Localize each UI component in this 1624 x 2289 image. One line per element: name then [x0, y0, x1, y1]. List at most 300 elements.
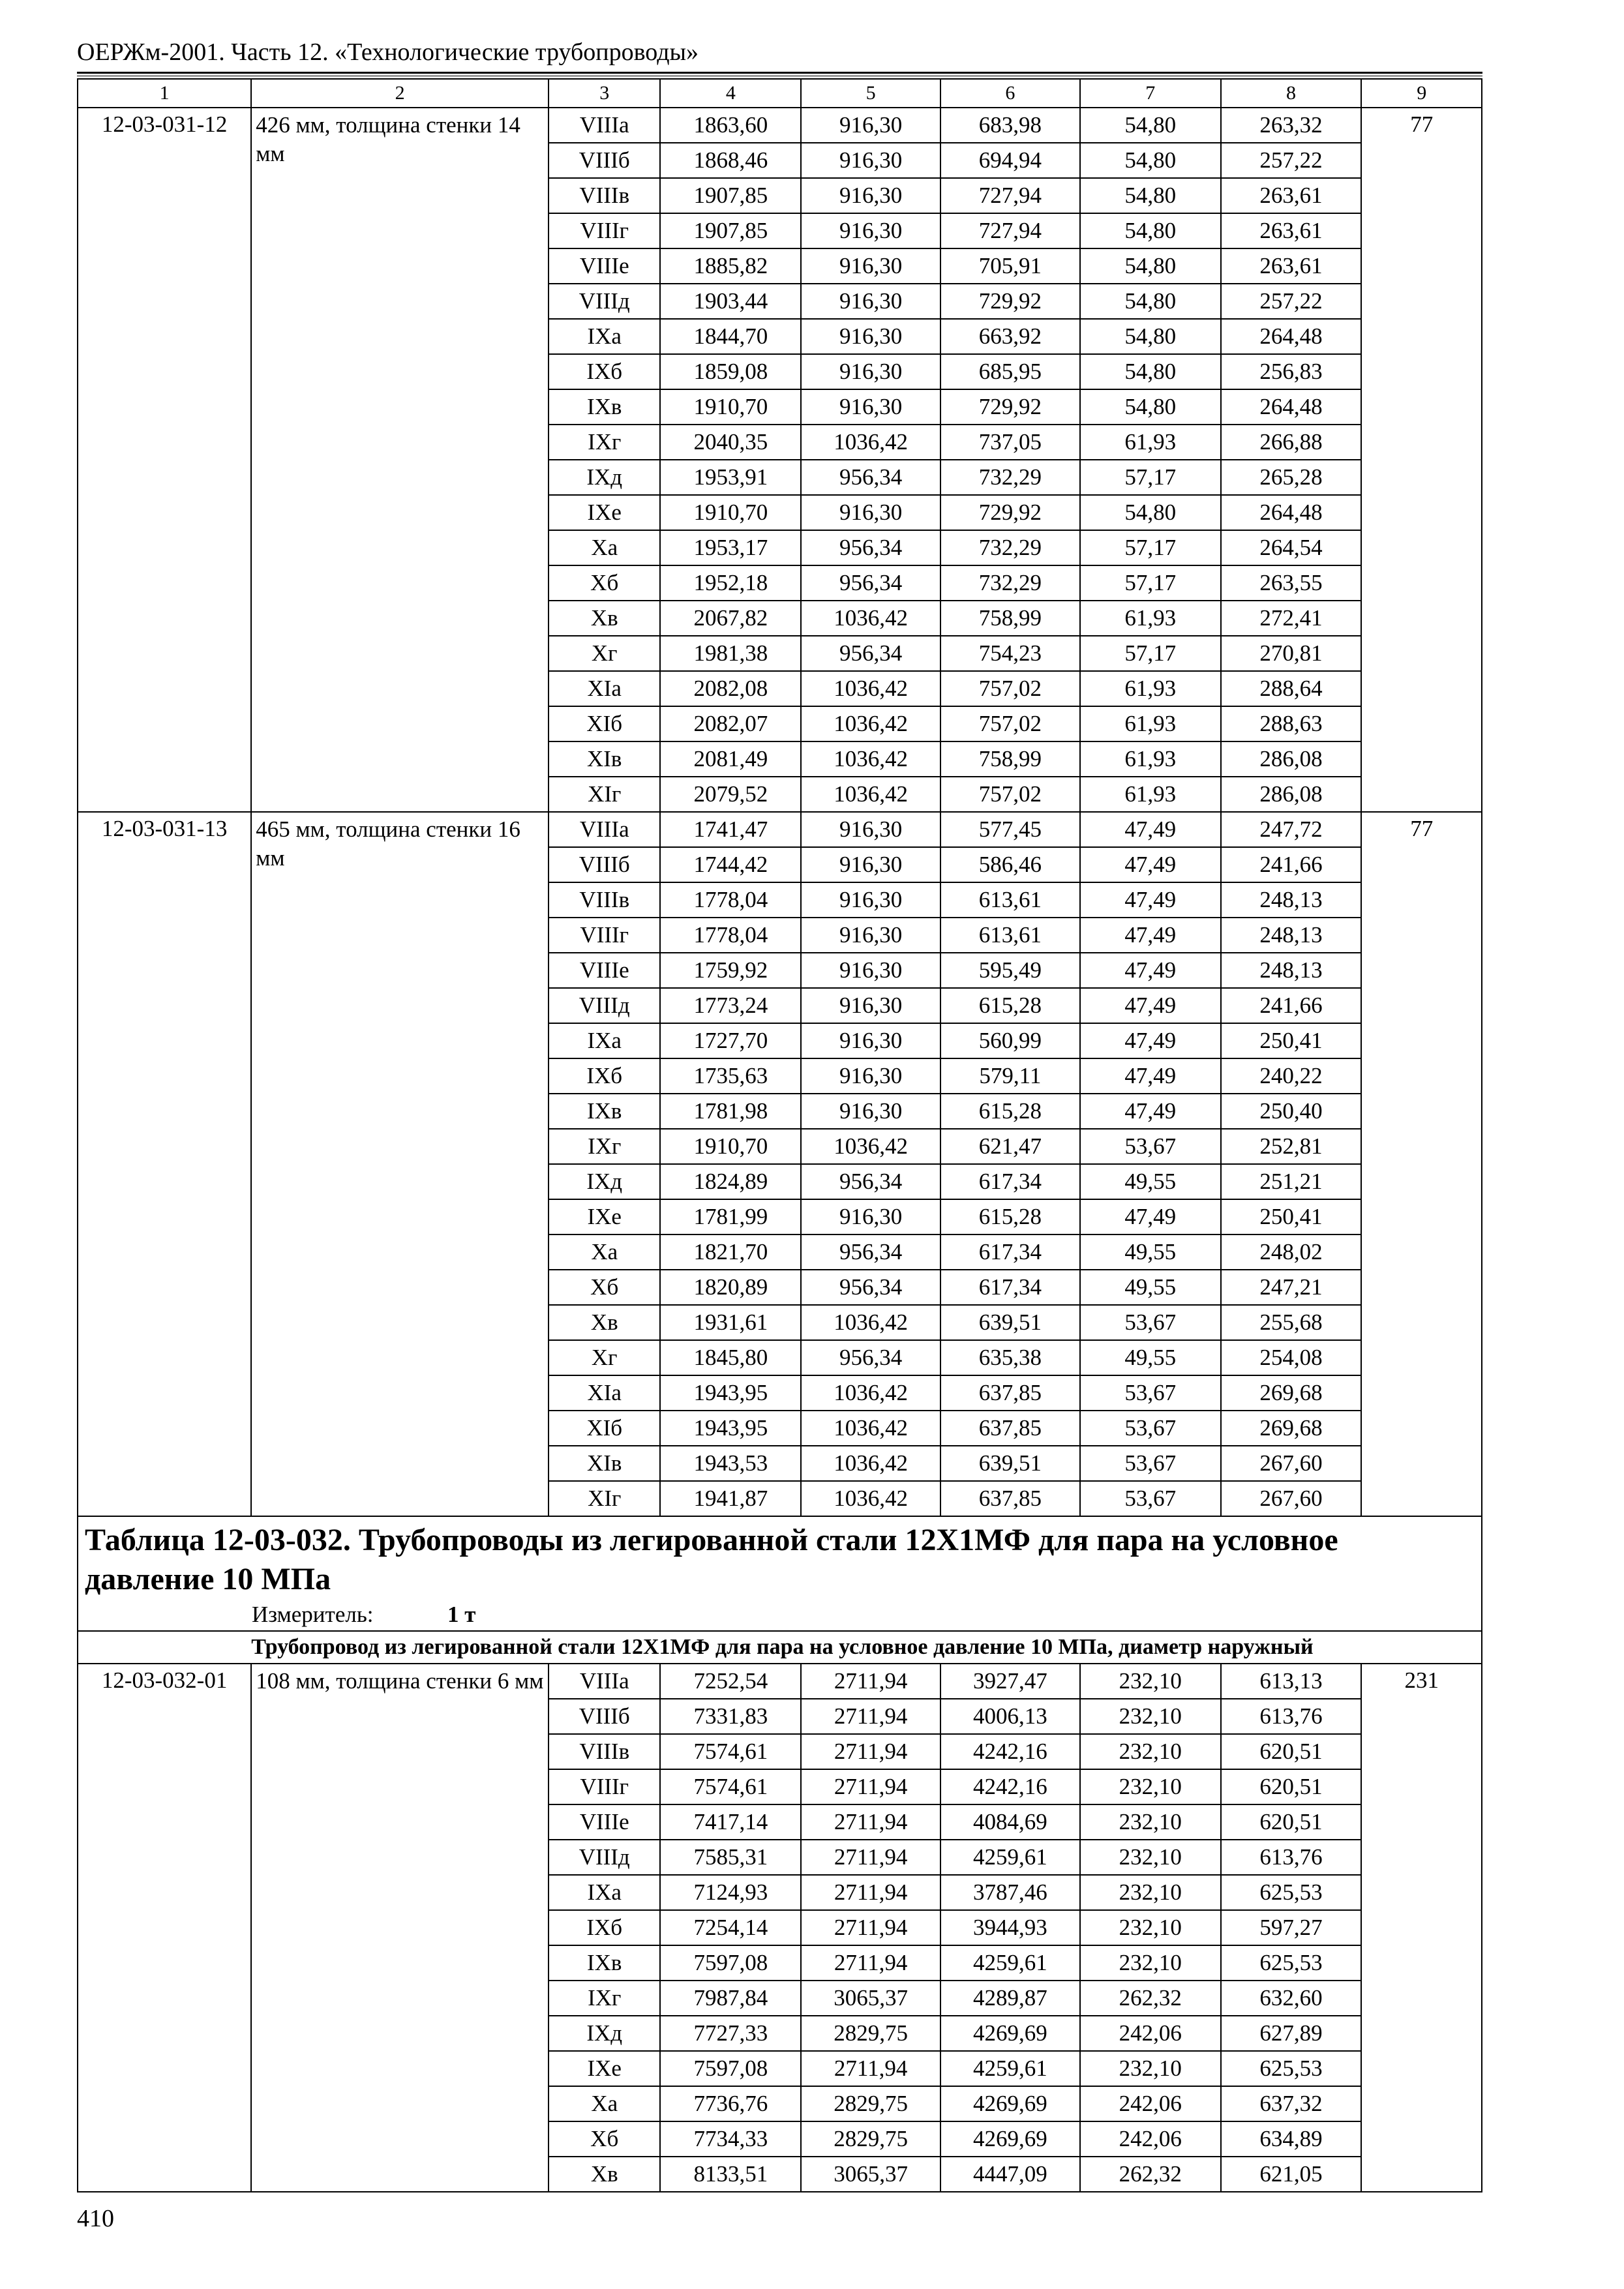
labor-cost: 916,30 [801, 143, 940, 178]
materials-cost: 625,53 [1221, 1875, 1362, 1910]
labor-cost: 956,34 [801, 530, 940, 565]
table-row [78, 812, 1482, 847]
materials-cost: 597,27 [1221, 1910, 1362, 1945]
machine-cost: 694,94 [940, 143, 1080, 178]
total-cost: 1953,91 [660, 460, 801, 495]
materials-cost: 625,53 [1221, 1945, 1362, 1981]
labor-cost: 1036,42 [801, 741, 940, 777]
machine-cost: 4006,13 [940, 1699, 1080, 1734]
region-zone: ХIг [549, 1481, 660, 1516]
machine-cost: 615,28 [940, 1199, 1080, 1234]
labor-cost: 956,34 [801, 565, 940, 601]
labor-cost: 916,30 [801, 284, 940, 319]
region-zone: VIIIа [549, 108, 660, 143]
total-cost: 1903,44 [660, 284, 801, 319]
total-cost: 7987,84 [660, 1981, 801, 2016]
machine-cost: 635,38 [940, 1340, 1080, 1375]
operator-wage: 53,67 [1080, 1305, 1221, 1340]
region-zone: VIIIв [549, 882, 660, 918]
total-cost: 7331,83 [660, 1699, 801, 1734]
region-zone: VIIIв [549, 178, 660, 213]
labor-norm: 231 [1361, 1664, 1482, 2192]
total-cost: 1863,60 [660, 108, 801, 143]
total-cost: 2082,08 [660, 671, 801, 706]
materials-cost: 613,76 [1221, 1699, 1362, 1734]
rate-code: 12-03-031-12 [78, 108, 251, 812]
labor-cost: 2711,94 [801, 1840, 940, 1875]
machine-cost: 705,91 [940, 248, 1080, 284]
labor-cost: 916,30 [801, 812, 940, 847]
column-number: 4 [660, 79, 801, 108]
column-number: 5 [801, 79, 940, 108]
table-row [78, 1664, 1482, 1699]
region-zone: IХе [549, 2051, 660, 2086]
operator-wage: 49,55 [1080, 1270, 1221, 1305]
operator-wage: 47,49 [1080, 847, 1221, 882]
materials-cost: 613,76 [1221, 1840, 1362, 1875]
machine-cost: 4242,16 [940, 1734, 1080, 1769]
rate-code: 12-03-031-13 [78, 812, 251, 1516]
table-row [78, 108, 1482, 143]
region-zone: IХг [549, 1129, 660, 1164]
materials-cost: 248,13 [1221, 882, 1362, 918]
total-cost: 7597,08 [660, 1945, 801, 1981]
machine-cost: 758,99 [940, 601, 1080, 636]
total-cost: 2067,82 [660, 601, 801, 636]
operator-wage: 262,32 [1080, 2157, 1221, 2192]
machine-cost: 729,92 [940, 495, 1080, 530]
total-cost: 2082,07 [660, 706, 801, 741]
machine-cost: 613,61 [940, 918, 1080, 953]
machine-cost: 757,02 [940, 671, 1080, 706]
materials-cost: 263,61 [1221, 213, 1362, 248]
machine-cost: 4269,69 [940, 2121, 1080, 2157]
region-zone: IХв [549, 389, 660, 425]
materials-cost: 286,08 [1221, 777, 1362, 812]
machine-cost: 615,28 [940, 1094, 1080, 1129]
materials-cost: 269,68 [1221, 1375, 1362, 1411]
operator-wage: 242,06 [1080, 2086, 1221, 2121]
region-zone: IХб [549, 354, 660, 389]
total-cost: 2079,52 [660, 777, 801, 812]
region-zone: IХг [549, 1981, 660, 2016]
labor-cost: 2829,75 [801, 2086, 940, 2121]
region-zone: VIIIд [549, 988, 660, 1023]
materials-cost: 620,51 [1221, 1804, 1362, 1840]
labor-cost: 916,30 [801, 988, 940, 1023]
machine-cost: 757,02 [940, 777, 1080, 812]
header-rule [77, 72, 1482, 74]
labor-norm: 77 [1361, 108, 1482, 812]
labor-cost: 956,34 [801, 1340, 940, 1375]
region-zone: VIIIг [549, 1769, 660, 1804]
region-zone: VIIIе [549, 1804, 660, 1840]
machine-cost: 613,61 [940, 882, 1080, 918]
table-title: Таблица 12-03-032. Трубопроводы из легированной стали 12Х1МФ для пара на условное давление 10 МПа [78, 1516, 1482, 1599]
operator-wage: 47,49 [1080, 1199, 1221, 1234]
machine-cost: 586,46 [940, 847, 1080, 882]
machine-cost: 727,94 [940, 178, 1080, 213]
region-zone: IХе [549, 495, 660, 530]
materials-cost: 265,28 [1221, 460, 1362, 495]
total-cost: 1781,98 [660, 1094, 801, 1129]
labor-cost: 2711,94 [801, 1804, 940, 1840]
machine-cost: 732,29 [940, 565, 1080, 601]
machine-cost: 615,28 [940, 988, 1080, 1023]
labor-cost: 3065,37 [801, 1981, 940, 2016]
region-zone: ХIа [549, 1375, 660, 1411]
labor-cost: 2829,75 [801, 2016, 940, 2051]
operator-wage: 54,80 [1080, 284, 1221, 319]
machine-cost: 3787,46 [940, 1875, 1080, 1910]
materials-cost: 263,61 [1221, 178, 1362, 213]
region-zone: IХе [549, 1199, 660, 1234]
operator-wage: 232,10 [1080, 1699, 1221, 1734]
region-zone: VIIIе [549, 953, 660, 988]
subheading-spacer [78, 1631, 251, 1664]
total-cost: 1778,04 [660, 918, 801, 953]
machine-cost: 4242,16 [940, 1769, 1080, 1804]
labor-cost: 2829,75 [801, 2121, 940, 2157]
materials-cost: 266,88 [1221, 425, 1362, 460]
operator-wage: 54,80 [1080, 143, 1221, 178]
operator-wage: 61,93 [1080, 425, 1221, 460]
region-zone: IХа [549, 1875, 660, 1910]
materials-cost: 288,63 [1221, 706, 1362, 741]
region-zone: Хб [549, 2121, 660, 2157]
machine-cost: 639,51 [940, 1305, 1080, 1340]
column-number: 1 [78, 79, 251, 108]
labor-cost: 916,30 [801, 389, 940, 425]
total-cost: 1952,18 [660, 565, 801, 601]
total-cost: 1941,87 [660, 1481, 801, 1516]
machine-cost: 617,34 [940, 1164, 1080, 1199]
machine-cost: 4447,09 [940, 2157, 1080, 2192]
operator-wage: 232,10 [1080, 1664, 1221, 1699]
operator-wage: 47,49 [1080, 1023, 1221, 1058]
region-zone: VIIIе [549, 248, 660, 284]
total-cost: 2081,49 [660, 741, 801, 777]
operator-wage: 232,10 [1080, 1945, 1221, 1981]
operator-wage: 57,17 [1080, 636, 1221, 671]
total-cost: 1981,38 [660, 636, 801, 671]
materials-cost: 250,40 [1221, 1094, 1362, 1129]
operator-wage: 232,10 [1080, 1840, 1221, 1875]
region-zone: Хг [549, 1340, 660, 1375]
machine-cost: 663,92 [940, 319, 1080, 354]
unit-value: 1 т [447, 1602, 476, 1627]
region-zone: Ха [549, 1234, 660, 1270]
operator-wage: 61,93 [1080, 601, 1221, 636]
labor-cost: 916,30 [801, 319, 940, 354]
region-zone: Ха [549, 530, 660, 565]
total-cost: 8133,51 [660, 2157, 801, 2192]
labor-cost: 956,34 [801, 1164, 940, 1199]
machine-cost: 4259,61 [940, 2051, 1080, 2086]
labor-cost: 2711,94 [801, 1664, 940, 1699]
machine-cost: 4269,69 [940, 2086, 1080, 2121]
total-cost: 1759,92 [660, 953, 801, 988]
total-cost: 1907,85 [660, 213, 801, 248]
operator-wage: 54,80 [1080, 248, 1221, 284]
labor-cost: 956,34 [801, 460, 940, 495]
materials-cost: 272,41 [1221, 601, 1362, 636]
materials-cost: 637,32 [1221, 2086, 1362, 2121]
labor-cost: 916,30 [801, 847, 940, 882]
operator-wage: 232,10 [1080, 1875, 1221, 1910]
materials-cost: 240,22 [1221, 1058, 1362, 1094]
materials-cost: 250,41 [1221, 1199, 1362, 1234]
machine-cost: 737,05 [940, 425, 1080, 460]
page-header: ОЕРЖм-2001. Часть 12. «Технологические трубопроводы» [77, 38, 699, 66]
machine-cost: 732,29 [940, 460, 1080, 495]
subheading-row [78, 1631, 1482, 1664]
operator-wage: 47,49 [1080, 918, 1221, 953]
labor-cost: 1036,42 [801, 1481, 940, 1516]
region-zone: VIIIд [549, 1840, 660, 1875]
labor-cost: 916,30 [801, 1058, 940, 1094]
region-zone: Хб [549, 565, 660, 601]
region-zone: ХIа [549, 671, 660, 706]
operator-wage: 54,80 [1080, 319, 1221, 354]
total-cost: 7585,31 [660, 1840, 801, 1875]
labor-cost: 1036,42 [801, 1446, 940, 1481]
materials-cost: 286,08 [1221, 741, 1362, 777]
operator-wage: 54,80 [1080, 108, 1221, 143]
total-cost: 1931,61 [660, 1305, 801, 1340]
materials-cost: 267,60 [1221, 1446, 1362, 1481]
machine-cost: 637,85 [940, 1375, 1080, 1411]
total-cost: 1910,70 [660, 1129, 801, 1164]
labor-cost: 1036,42 [801, 1375, 940, 1411]
operator-wage: 53,67 [1080, 1481, 1221, 1516]
materials-cost: 270,81 [1221, 636, 1362, 671]
region-zone: IХд [549, 2016, 660, 2051]
labor-cost: 2711,94 [801, 2051, 940, 2086]
materials-cost: 267,60 [1221, 1481, 1362, 1516]
materials-cost: 627,89 [1221, 2016, 1362, 2051]
labor-cost: 1036,42 [801, 777, 940, 812]
labor-cost: 916,30 [801, 178, 940, 213]
total-cost: 2040,35 [660, 425, 801, 460]
region-zone: IХа [549, 1023, 660, 1058]
total-cost: 1845,80 [660, 1340, 801, 1375]
total-cost: 1910,70 [660, 389, 801, 425]
total-cost: 7254,14 [660, 1910, 801, 1945]
region-zone: VIIIд [549, 284, 660, 319]
labor-cost: 2711,94 [801, 1769, 940, 1804]
operator-wage: 54,80 [1080, 495, 1221, 530]
labor-cost: 916,30 [801, 882, 940, 918]
operator-wage: 53,67 [1080, 1129, 1221, 1164]
total-cost: 7252,54 [660, 1664, 801, 1699]
operator-wage: 54,80 [1080, 354, 1221, 389]
operator-wage: 242,06 [1080, 2016, 1221, 2051]
materials-cost: 634,89 [1221, 2121, 1362, 2157]
materials-cost: 254,08 [1221, 1340, 1362, 1375]
region-zone: ХIб [549, 1411, 660, 1446]
machine-cost: 4259,61 [940, 1840, 1080, 1875]
labor-cost: 916,30 [801, 953, 940, 988]
labor-cost: 916,30 [801, 495, 940, 530]
table-title-row [78, 1516, 1482, 1599]
materials-cost: 256,83 [1221, 354, 1362, 389]
operator-wage: 61,93 [1080, 706, 1221, 741]
total-cost: 7417,14 [660, 1804, 801, 1840]
materials-cost: 247,72 [1221, 812, 1362, 847]
operator-wage: 47,49 [1080, 812, 1221, 847]
labor-cost: 2711,94 [801, 1699, 940, 1734]
operator-wage: 54,80 [1080, 178, 1221, 213]
machine-cost: 3927,47 [940, 1664, 1080, 1699]
column-number-row [78, 79, 1482, 108]
subheading: Трубопровод из легированной стали 12Х1МФ для пара на условное давление 10 МПа, диаметр наружный [251, 1631, 1482, 1664]
materials-cost: 264,54 [1221, 530, 1362, 565]
machine-cost: 3944,93 [940, 1910, 1080, 1945]
column-number: 7 [1080, 79, 1221, 108]
machine-cost: 617,34 [940, 1270, 1080, 1305]
rate-description: 108 мм, толщина стенки 6 мм [251, 1664, 549, 2192]
operator-wage: 232,10 [1080, 1769, 1221, 1804]
total-cost: 1727,70 [660, 1023, 801, 1058]
materials-cost: 263,61 [1221, 248, 1362, 284]
total-cost: 1910,70 [660, 495, 801, 530]
total-cost: 7727,33 [660, 2016, 801, 2051]
labor-cost: 2711,94 [801, 1945, 940, 1981]
labor-cost: 1036,42 [801, 671, 940, 706]
machine-cost: 727,94 [940, 213, 1080, 248]
region-zone: VIIIг [549, 213, 660, 248]
total-cost: 7124,93 [660, 1875, 801, 1910]
operator-wage: 242,06 [1080, 2121, 1221, 2157]
labor-cost: 3065,37 [801, 2157, 940, 2192]
operator-wage: 49,55 [1080, 1340, 1221, 1375]
region-zone: VIIIб [549, 1699, 660, 1734]
labor-cost: 916,30 [801, 354, 940, 389]
machine-cost: 579,11 [940, 1058, 1080, 1094]
column-number: 8 [1221, 79, 1362, 108]
labor-cost: 1036,42 [801, 1129, 940, 1164]
operator-wage: 61,93 [1080, 741, 1221, 777]
total-cost: 1773,24 [660, 988, 801, 1023]
price-table [77, 78, 1482, 2192]
labor-cost: 2711,94 [801, 1875, 940, 1910]
labor-cost: 956,34 [801, 1270, 940, 1305]
total-cost: 1820,89 [660, 1270, 801, 1305]
machine-cost: 637,85 [940, 1481, 1080, 1516]
machine-cost: 732,29 [940, 530, 1080, 565]
total-cost: 7734,33 [660, 2121, 801, 2157]
operator-wage: 61,93 [1080, 777, 1221, 812]
machine-cost: 621,47 [940, 1129, 1080, 1164]
region-zone: Ха [549, 2086, 660, 2121]
region-zone: Хв [549, 601, 660, 636]
labor-norm: 77 [1361, 812, 1482, 1516]
column-number: 9 [1361, 79, 1482, 108]
operator-wage: 47,49 [1080, 882, 1221, 918]
machine-cost: 4084,69 [940, 1804, 1080, 1840]
materials-cost: 257,22 [1221, 284, 1362, 319]
region-zone: IХд [549, 1164, 660, 1199]
region-zone: IХг [549, 425, 660, 460]
region-zone: ХIб [549, 706, 660, 741]
region-zone: Хб [549, 1270, 660, 1305]
total-cost: 1744,42 [660, 847, 801, 882]
operator-wage: 49,55 [1080, 1164, 1221, 1199]
operator-wage: 57,17 [1080, 460, 1221, 495]
materials-cost: 269,68 [1221, 1411, 1362, 1446]
region-zone: ХIв [549, 741, 660, 777]
labor-cost: 916,30 [801, 1094, 940, 1129]
labor-cost: 1036,42 [801, 1305, 940, 1340]
operator-wage: 53,67 [1080, 1446, 1221, 1481]
materials-cost: 625,53 [1221, 2051, 1362, 2086]
total-cost: 7574,61 [660, 1734, 801, 1769]
labor-cost: 916,30 [801, 1199, 940, 1234]
operator-wage: 49,55 [1080, 1234, 1221, 1270]
region-zone: Хв [549, 1305, 660, 1340]
operator-wage: 54,80 [1080, 389, 1221, 425]
column-number: 2 [251, 79, 549, 108]
column-number: 6 [940, 79, 1080, 108]
total-cost: 1943,95 [660, 1375, 801, 1411]
labor-cost: 1036,42 [801, 601, 940, 636]
materials-cost: 620,51 [1221, 1734, 1362, 1769]
labor-cost: 1036,42 [801, 425, 940, 460]
labor-cost: 916,30 [801, 108, 940, 143]
machine-cost: 757,02 [940, 706, 1080, 741]
machine-cost: 729,92 [940, 284, 1080, 319]
labor-cost: 956,34 [801, 1234, 940, 1270]
materials-cost: 248,13 [1221, 953, 1362, 988]
total-cost: 1778,04 [660, 882, 801, 918]
operator-wage: 61,93 [1080, 671, 1221, 706]
labor-cost: 916,30 [801, 918, 940, 953]
machine-cost: 577,45 [940, 812, 1080, 847]
materials-cost: 255,68 [1221, 1305, 1362, 1340]
materials-cost: 263,55 [1221, 565, 1362, 601]
total-cost: 1868,46 [660, 143, 801, 178]
materials-cost: 252,81 [1221, 1129, 1362, 1164]
region-zone: VIIIб [549, 847, 660, 882]
operator-wage: 262,32 [1080, 1981, 1221, 2016]
operator-wage: 53,67 [1080, 1411, 1221, 1446]
region-zone: IХа [549, 319, 660, 354]
machine-cost: 637,85 [940, 1411, 1080, 1446]
region-zone: ХIг [549, 777, 660, 812]
materials-cost: 613,13 [1221, 1664, 1362, 1699]
region-zone: Хв [549, 2157, 660, 2192]
region-zone: VIIIг [549, 918, 660, 953]
operator-wage: 232,10 [1080, 2051, 1221, 2086]
total-cost: 1844,70 [660, 319, 801, 354]
total-cost: 1943,53 [660, 1446, 801, 1481]
rate-description: 465 мм, толщина стенки 16 мм [251, 812, 549, 1516]
machine-cost: 683,98 [940, 108, 1080, 143]
total-cost: 1824,89 [660, 1164, 801, 1199]
machine-cost: 754,23 [940, 636, 1080, 671]
total-cost: 7736,76 [660, 2086, 801, 2121]
materials-cost: 248,02 [1221, 1234, 1362, 1270]
operator-wage: 53,67 [1080, 1375, 1221, 1411]
region-zone: IХв [549, 1094, 660, 1129]
materials-cost: 288,64 [1221, 671, 1362, 706]
machine-cost: 4289,87 [940, 1981, 1080, 2016]
region-zone: Хг [549, 636, 660, 671]
operator-wage: 47,49 [1080, 1058, 1221, 1094]
labor-cost: 1036,42 [801, 706, 940, 741]
unit-cell [78, 1599, 1482, 1631]
